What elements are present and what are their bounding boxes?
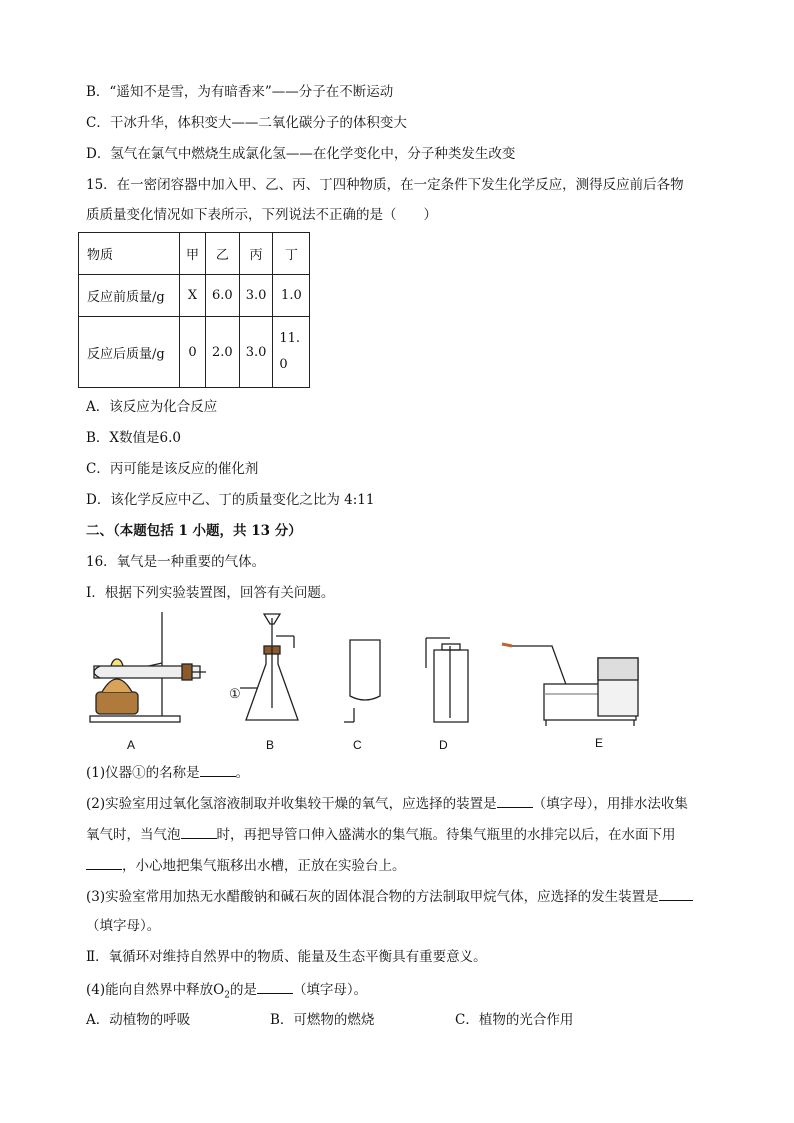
q15-option-b: B．X数值是6.0 [86, 430, 182, 446]
answer-blank[interactable] [257, 979, 293, 994]
table-cell: 丙 [239, 233, 273, 275]
q16-sub2-line1 [86, 793, 688, 813]
answer-blank[interactable] [659, 886, 693, 901]
apparatus-d-drawing [426, 638, 468, 722]
q16-sub2-text: （填字母），用排水法收集 [532, 796, 688, 812]
apparatus-label-d: D [439, 738, 448, 752]
table-cell: 丁 [273, 233, 310, 275]
apparatus-c-drawing [344, 640, 380, 722]
apparatus-marker-1: ① [229, 686, 241, 701]
apparatus-e-drawing [502, 644, 638, 726]
cell-text-part: 0 [279, 357, 288, 372]
q16-sub2-text: (2)实验室用过氧化氢溶液制取并收集较干燥的氧气，应选择的装置是 [86, 796, 497, 812]
table-cell: 3.0 [239, 317, 273, 388]
q16-sub3-line2: （填字母）。 [86, 918, 161, 934]
q16-sub2-text: 时，再把导管口伸入盛满水的集气瓶。待集气瓶里的水排完以后，在水面下用 [216, 827, 676, 843]
o2-symbol: O [213, 982, 225, 998]
cell-text-part: 11. [279, 331, 301, 346]
q16-part1: Ⅰ．根据下列实验装置图，回答有关问题。 [86, 585, 335, 601]
q15-option-a: A．该反应为化合反应 [86, 399, 218, 415]
apparatus-label-b: B [266, 738, 275, 752]
q16-sub1-text: (1)仪器①的名称是 [86, 765, 200, 781]
q16-sub4-text: 的是 [229, 982, 257, 998]
q16-sub4-text: （填字母）。 [292, 982, 368, 998]
q16-sub4 [86, 979, 367, 1005]
q16-sub4-option-b: B．可燃物的燃烧 [270, 1012, 375, 1028]
q16-sub3-text: (3)实验室常用加热无水醋酸钠和碱石灰的固体混合物的方法制取甲烷气体，应选择的发生装置是 [86, 889, 659, 905]
table-cell: 3.0 [239, 275, 273, 317]
q15-stem-line2: 质质量变化情况如下表所示，下列说法不正确的是（ ） [86, 207, 437, 223]
q16-sub3-line1 [86, 886, 693, 906]
o2-subscript: 2 [224, 990, 230, 1001]
apparatus-a-drawing [90, 612, 206, 722]
table-cell: 1.0 [273, 275, 310, 317]
o2-formula [213, 982, 230, 1001]
table-cell: X [180, 275, 206, 317]
table-row-after [79, 317, 310, 388]
q15-option-d: D．该化学反应中乙、丁的质量变化之比为 4:11 [86, 492, 375, 508]
apparatus-figure [80, 608, 660, 733]
q16-sub2-text: ，小心地把集气瓶移出水槽，正放在实验台上。 [122, 858, 406, 874]
apparatus-label-c: C [353, 738, 362, 752]
q14-option-b: B．“遥知不是雪，为有暗香来”——分子在不断运动 [86, 84, 394, 100]
q16-sub2-line2 [86, 824, 676, 844]
q16-sub4-option-c: C．植物的光合作用 [455, 1012, 574, 1028]
q16-stem: 16．氧气是一种重要的气体。 [86, 554, 266, 570]
table-cell: 反应后质量/g [79, 317, 180, 388]
q16-sub4-option-a: A．动植物的呼吸 [86, 1012, 191, 1028]
q15-option-c: C．丙可能是该反应的催化剂 [86, 461, 259, 477]
apparatus-label-a: A [127, 738, 136, 752]
q16-sub4-text: (4)能向自然界中释放 [86, 982, 214, 998]
table-cell: 乙 [206, 233, 240, 275]
q16-sub1 [86, 762, 249, 782]
apparatus-label-e: E [595, 736, 604, 750]
q15-data-table [78, 232, 310, 388]
q16-sub1-end: 。 [235, 765, 250, 781]
answer-blank[interactable] [181, 824, 217, 839]
table-cell: 反应前质量/g [79, 275, 180, 317]
table-cell: 物质 [79, 233, 180, 275]
q16-sub2-text: 氧气时，当气泡 [86, 827, 181, 843]
q16-part2: Ⅱ．氧循环对维持自然界中的物质、能量及生态平衡具有重要意义。 [86, 949, 487, 965]
table-cell [273, 317, 310, 388]
table-cell: 6.0 [206, 275, 240, 317]
table-cell: 甲 [180, 233, 206, 275]
answer-blank[interactable] [86, 855, 122, 870]
table-row-header [79, 233, 310, 275]
table-cell: 2.0 [206, 317, 240, 388]
section-heading: 二、（本题包括 1 小题，共 13 分） [86, 523, 302, 539]
apparatus-b-drawing [240, 614, 298, 720]
answer-blank[interactable] [200, 762, 236, 777]
q16-sub2-line3 [86, 855, 406, 875]
table-cell: 0 [180, 317, 206, 388]
answer-blank[interactable] [497, 793, 533, 808]
q15-stem-line1: 15．在一密闭容器中加入甲、乙、丙、丁四种物质，在一定条件下发生化学反应，测得反应前后各物 [86, 177, 684, 193]
q14-option-c: C．干冰升华，体积变大——二氧化碳分子的体积变大 [86, 115, 407, 131]
q14-option-d: D．氢气在氯气中燃烧生成氯化氢——在化学变化中，分子种类发生改变 [86, 146, 516, 162]
table-row-before [79, 275, 310, 317]
